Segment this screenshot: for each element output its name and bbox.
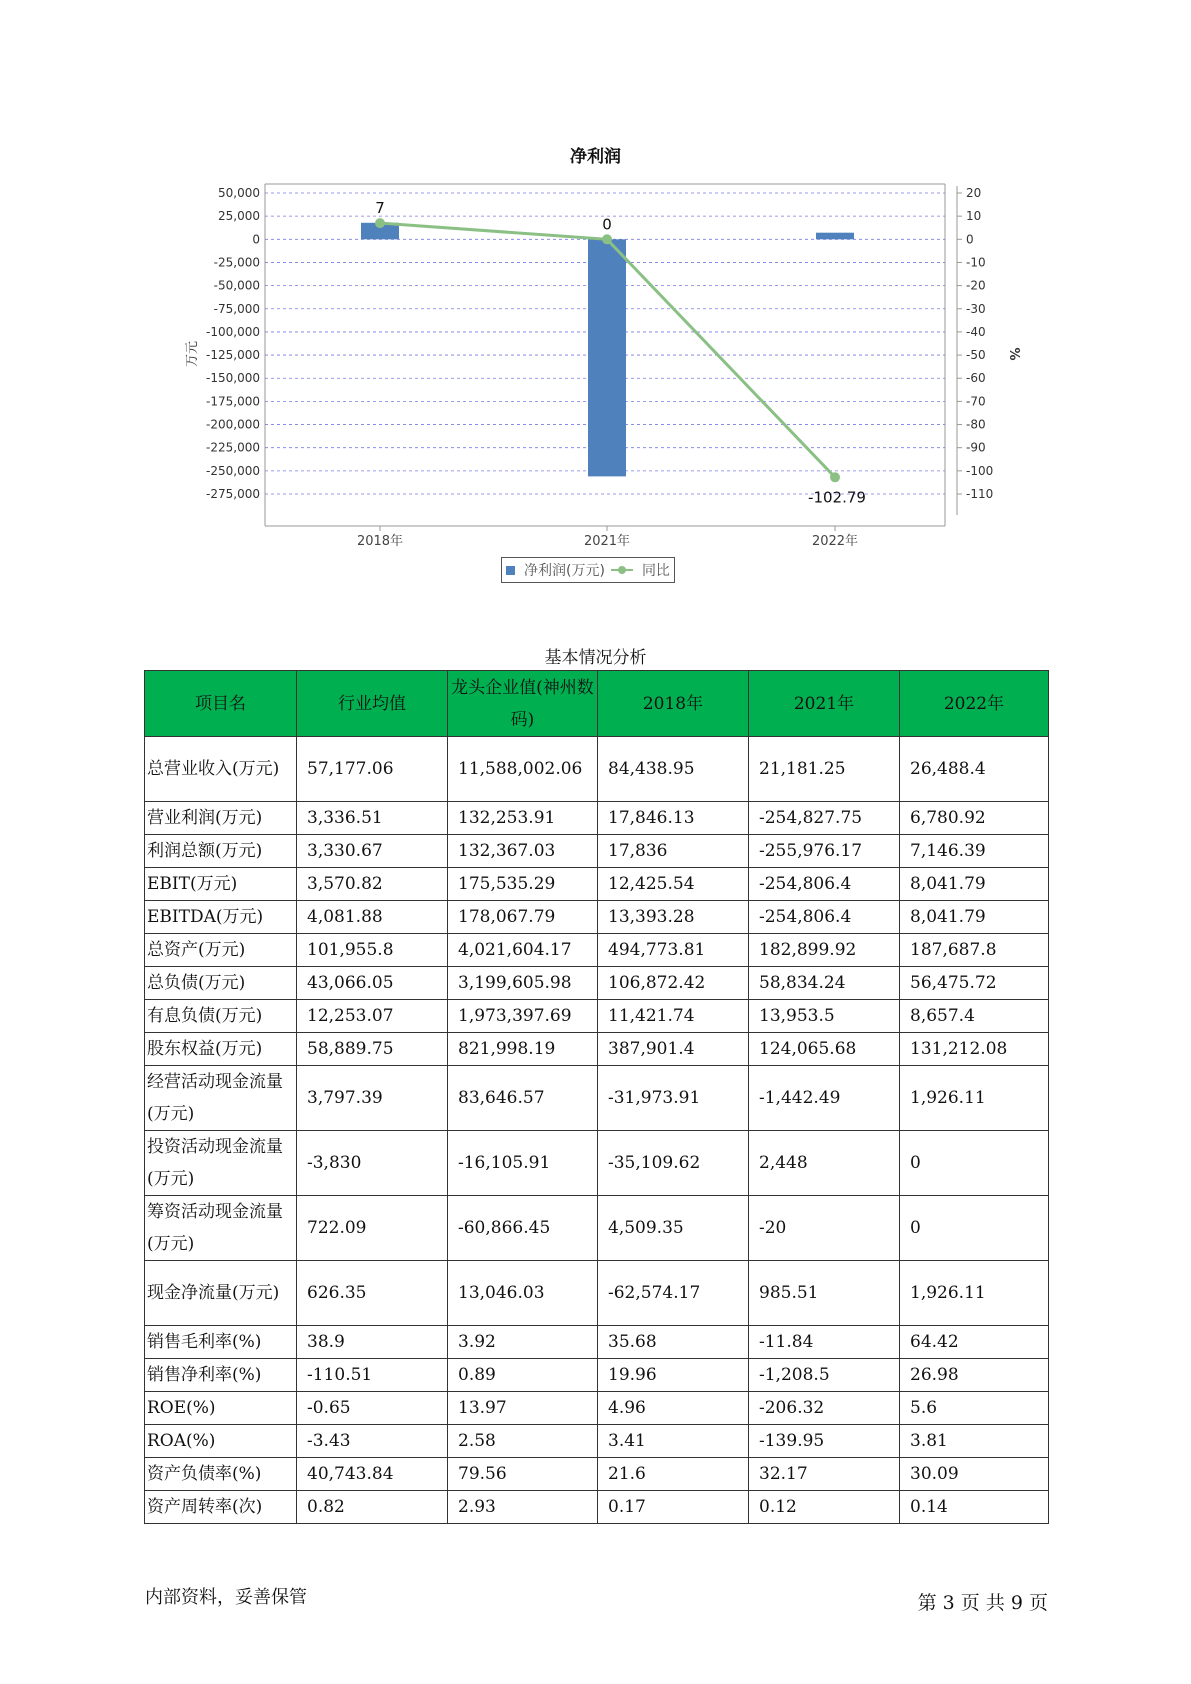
table-cell: -206.32 [749,1392,900,1425]
left-tick-label: -275,000 [206,487,260,501]
table-cell: 19.96 [598,1359,749,1392]
table-cell: 79.56 [448,1458,598,1491]
chart-legend [501,557,675,583]
table-cell: 182,899.92 [749,934,900,967]
table-cell: 40,743.84 [297,1458,448,1491]
row-label-cell: EBITDA(万元) [145,901,297,934]
table-cell: 3,330.67 [297,835,448,868]
right-tick-label: -110 [966,487,994,501]
table-cell: 3.81 [900,1425,1049,1458]
table-row [145,1359,1049,1392]
row-label-cell: 现金净流量(万元) [145,1261,297,1326]
table-cell: -0.65 [297,1392,448,1425]
table-row [145,1392,1049,1425]
table-cell: 187,687.8 [900,934,1049,967]
yoy-data-label: 0 [602,215,612,234]
table-cell: 494,773.81 [598,934,749,967]
table-cell: 11,421.74 [598,1000,749,1033]
table-cell: 56,475.72 [900,967,1049,1000]
row-label-cell: 经营活动现金流量(万元) [145,1066,297,1131]
table-cell: 8,041.79 [900,901,1049,934]
table-cell: 1,926.11 [900,1261,1049,1326]
table-row [145,1261,1049,1326]
footer-confidential: 内部资料，妥善保管 [145,1587,307,1608]
yoy-point [375,218,385,228]
table-cell: 821,998.19 [448,1033,598,1066]
table-cell: -1,442.49 [749,1066,900,1131]
net-profit-bar [816,233,854,240]
table-row [145,1425,1049,1458]
row-label-cell: 股东权益(万元) [145,1033,297,1066]
table-cell: 83,646.57 [448,1066,598,1131]
row-label-cell: 总营业收入(万元) [145,737,297,802]
table-header-cell: 行业均值 [297,671,448,737]
table-cell: 0.17 [598,1491,749,1524]
table-row [145,967,1049,1000]
table-cell: 0 [900,1131,1049,1196]
row-label-cell: 资产周转率(次) [145,1491,297,1524]
table-row [145,1000,1049,1033]
table-cell: -11.84 [749,1326,900,1359]
table-cell: 13.97 [448,1392,598,1425]
table-cell: 11,588,002.06 [448,737,598,802]
table-cell: -20 [749,1196,900,1261]
table-cell: 175,535.29 [448,868,598,901]
table-cell: 101,955.8 [297,934,448,967]
table-header-row [145,671,1049,737]
table-cell: 8,041.79 [900,868,1049,901]
right-tick-label: -60 [966,371,986,386]
chart-plot [0,0,1191,600]
table-cell: 6,780.92 [900,802,1049,835]
footer-page-number: 第 3 页 共 9 页 [917,1592,1048,1614]
table-cell: 7,146.39 [900,835,1049,868]
table-row [145,737,1049,802]
table-cell: 387,901.4 [598,1033,749,1066]
table-cell: 4.96 [598,1392,749,1425]
table-caption: 基本情况分析 [544,648,647,668]
right-tick-label: -90 [966,440,986,455]
yoy-point [602,234,612,244]
right-tick-label: 20 [966,186,982,200]
table-cell: 30.09 [900,1458,1049,1491]
table-cell: 57,177.06 [297,737,448,802]
row-label-cell: 筹资活动现金流量(万元) [145,1196,297,1261]
table-row [145,1033,1049,1066]
table-cell: -62,574.17 [598,1261,749,1326]
net-profit-bar [588,239,626,476]
analysis-table [144,670,1049,1524]
table-row [145,901,1049,934]
legend-bar-label: 净利润(万元) [524,563,605,579]
table-cell: 178,067.79 [448,901,598,934]
right-tick-label: -30 [966,301,986,316]
table-cell: -60,866.45 [448,1196,598,1261]
table-cell: 4,021,604.17 [448,934,598,967]
right-tick-label: -80 [966,417,986,432]
left-tick-label: -125,000 [206,348,260,363]
table-cell: -3,830 [297,1131,448,1196]
yoy-data-label: -102.79 [808,488,866,507]
table-row [145,802,1049,835]
table-cell: 1,973,397.69 [448,1000,598,1033]
table-row [145,1491,1049,1524]
table-cell: 2.93 [448,1491,598,1524]
table-cell: 13,393.28 [598,901,749,934]
row-label-cell: 投资活动现金流量(万元) [145,1131,297,1196]
table-cell: 26,488.4 [900,737,1049,802]
table-cell: 124,065.68 [749,1033,900,1066]
table-cell: -254,806.4 [749,868,900,901]
table-cell: -110.51 [297,1359,448,1392]
table-cell: 21.6 [598,1458,749,1491]
row-label-cell: EBIT(万元) [145,868,297,901]
table-cell: 3,336.51 [297,802,448,835]
row-label-cell: ROE(%) [145,1392,297,1425]
legend-line-swatch [611,565,633,575]
table-cell: 0.82 [297,1491,448,1524]
yoy-data-label: 7 [375,199,385,218]
table-cell: 17,846.13 [598,802,749,835]
table-cell: -16,105.91 [448,1131,598,1196]
table-row [145,1066,1049,1131]
table-cell: 8,657.4 [900,1000,1049,1033]
table-cell: -254,827.75 [749,802,900,835]
row-label-cell: 资产负债率(%) [145,1458,297,1491]
yoy-point [830,472,840,482]
table-header-cell: 项目名 [145,671,297,737]
table-cell: -31,973.91 [598,1066,749,1131]
table-cell: 35.68 [598,1326,749,1359]
table-cell: -139.95 [749,1425,900,1458]
table-cell: 17,836 [598,835,749,868]
row-label-cell: 销售净利率(%) [145,1359,297,1392]
table-cell: 3,199,605.98 [448,967,598,1000]
table-row [145,1458,1049,1491]
legend-line-label: 同比 [641,563,670,579]
table-cell: 722.09 [297,1196,448,1261]
table-cell: 84,438.95 [598,737,749,802]
table-cell: 0 [900,1196,1049,1261]
row-label-cell: 利润总额(万元) [145,835,297,868]
row-label-cell: 销售毛利率(%) [145,1326,297,1359]
left-tick-label: -225,000 [206,440,260,455]
table-cell: 43,066.05 [297,967,448,1000]
table-cell: 21,181.25 [749,737,900,802]
table-cell: -3.43 [297,1425,448,1458]
table-cell: 131,212.08 [900,1033,1049,1066]
table-row [145,1326,1049,1359]
table-header-cell: 2018年 [598,671,749,737]
table-row [145,1196,1049,1261]
table-cell: -254,806.4 [749,901,900,934]
left-axis-title: 万元 [185,340,200,368]
row-label-cell: 总资产(万元) [145,934,297,967]
table-cell: 58,834.24 [749,967,900,1000]
left-tick-label: -200,000 [206,417,260,432]
table-cell: 26.98 [900,1359,1049,1392]
table-cell: 13,046.03 [448,1261,598,1326]
x-tick-label: 2022年 [811,534,859,549]
table-cell: 106,872.42 [598,967,749,1000]
x-tick-label: 2021年 [583,534,631,549]
table-row [145,1131,1049,1196]
table-cell: 13,953.5 [749,1000,900,1033]
table-cell: -1,208.5 [749,1359,900,1392]
table-cell: -255,976.17 [749,835,900,868]
table-row [145,835,1049,868]
left-tick-label: -150,000 [206,371,260,386]
x-tick-label: 2018年 [356,534,404,549]
table-cell: 32.17 [749,1458,900,1491]
table-cell: 132,253.91 [448,802,598,835]
right-tick-label: -100 [966,463,994,478]
table-cell: 4,509.35 [598,1196,749,1261]
left-tick-label: 0 [252,232,260,247]
right-tick-label: -20 [966,278,986,293]
left-tick-label: -50,000 [213,278,260,293]
right-tick-label: -10 [966,255,986,270]
row-label-cell: ROA(%) [145,1425,297,1458]
row-label-cell: 营业利润(万元) [145,802,297,835]
right-axis-title: % [1006,347,1021,361]
left-tick-label: -75,000 [213,301,260,316]
table-cell: 2.58 [448,1425,598,1458]
chart-title: 净利润 [570,147,621,167]
table-cell: 2,448 [749,1131,900,1196]
left-tick-label: -175,000 [206,394,260,409]
table-cell: 4,081.88 [297,901,448,934]
table-cell: 985.51 [749,1261,900,1326]
table-cell: 64.42 [900,1326,1049,1359]
table-cell: 626.35 [297,1261,448,1326]
right-tick-label: 10 [966,209,982,224]
left-tick-label: 25,000 [218,209,260,224]
table-cell: 38.9 [297,1326,448,1359]
table-cell: 0.14 [900,1491,1049,1524]
table-cell: 3,797.39 [297,1066,448,1131]
table-cell: 0.89 [448,1359,598,1392]
left-tick-label: -100,000 [206,324,260,339]
right-tick-label: 0 [966,232,974,247]
table-header-cell: 龙头企业值(神州数码) [448,671,598,737]
table-row [145,868,1049,901]
legend-bar-swatch [506,566,515,575]
table-cell: 3.41 [598,1425,749,1458]
left-tick-label: -25,000 [213,255,260,270]
net-profit-chart [0,0,1191,600]
right-tick-label: -50 [966,348,986,363]
table-header-cell: 2021年 [749,671,900,737]
table-cell: 3.92 [448,1326,598,1359]
table-cell: 12,253.07 [297,1000,448,1033]
table-cell: 12,425.54 [598,868,749,901]
table-cell: 1,926.11 [900,1066,1049,1131]
left-tick-label: 50,000 [218,186,260,200]
table-cell: 0.12 [749,1491,900,1524]
table-header-cell: 2022年 [900,671,1049,737]
table-cell: 132,367.03 [448,835,598,868]
right-tick-label: -70 [966,394,986,409]
table-cell: 3,570.82 [297,868,448,901]
table-cell: 5.6 [900,1392,1049,1425]
left-tick-label: -250,000 [206,463,260,478]
table-row [145,934,1049,967]
row-label-cell: 有息负债(万元) [145,1000,297,1033]
table-cell: 58,889.75 [297,1033,448,1066]
row-label-cell: 总负债(万元) [145,967,297,1000]
table-cell: -35,109.62 [598,1131,749,1196]
right-tick-label: -40 [966,324,986,339]
